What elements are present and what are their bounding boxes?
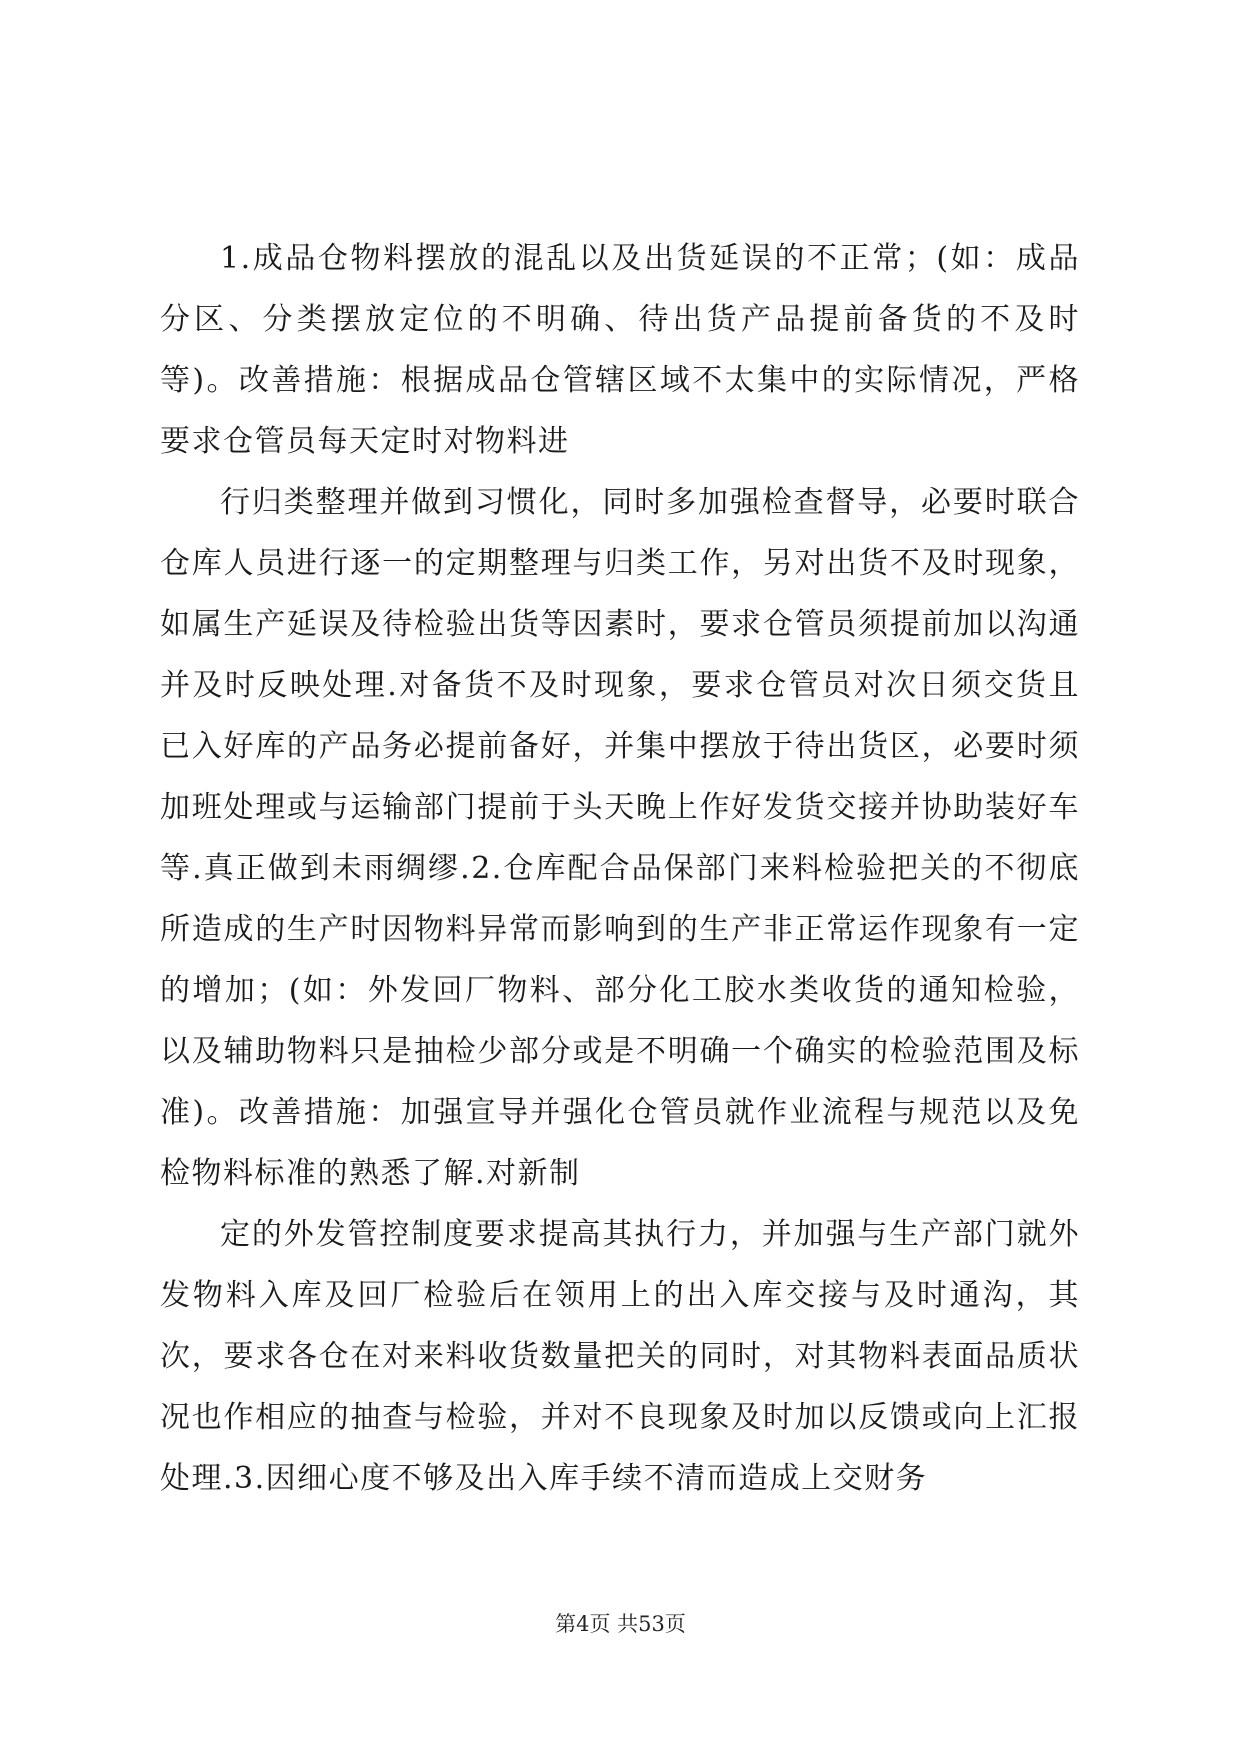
- paragraph-1: 1.成品仓物料摆放的混乱以及出货延误的不正常；(如：成品分区、分类摆放定位的不明确、待出货产品提前备货的不及时等)。改善措施：根据成品仓管辖区域不太集中的实际情况，严格要求仓管员每天定时对物料进: [160, 241, 1080, 459]
- document-body: [160, 228, 1080, 1509]
- paragraph-3: 定的外发管控制度要求提高其执行力，并加强与生产部门就外发物料入库及回厂检验后在领用上的出入库交接与及时通沟，其次，要求各仓在对来料收货数量把关的同时，对其物料表面品质状况也作相应的抽查与检验，并对不良现象及时加以反馈或向上汇报处理.3.因细心度不够及出入库手续不清而造成上交财务: [160, 1217, 1080, 1496]
- page-number-footer: 第4页 共53页: [555, 1612, 686, 1636]
- paragraph-2: 行归类整理并做到习惯化，同时多加强检查督导，必要时联合仓库人员进行逐一的定期整理与归类工作，另对出货不及时现象，如属生产延误及待检验出货等因素时，要求仓管员须提前加以沟通并及时反映处理.对备货不及时现象，要求仓管员对次日须交货且已入好库的产品务必提前备好，并集中摆放于待出货区，必要时须加班处理或与运输部门提前于头天晚上作好发货交接并协助装好车等.真正做到未雨绸缪.2.仓库配合品保部门来料检验把关的不彻底所造成的生产时因物料异常而影响到的生产非正常运作现象有一定的增加；(如：外发回厂物料、部分化工胶水类收货的通知检验，以及辅助物料只是抽检少部分或是不明确一个确实的检验范围及标准)。改善措施：加强宣导并强化仓管员就作业流程与规范以及免检物料标准的熟悉了解.对新制: [160, 485, 1080, 1191]
